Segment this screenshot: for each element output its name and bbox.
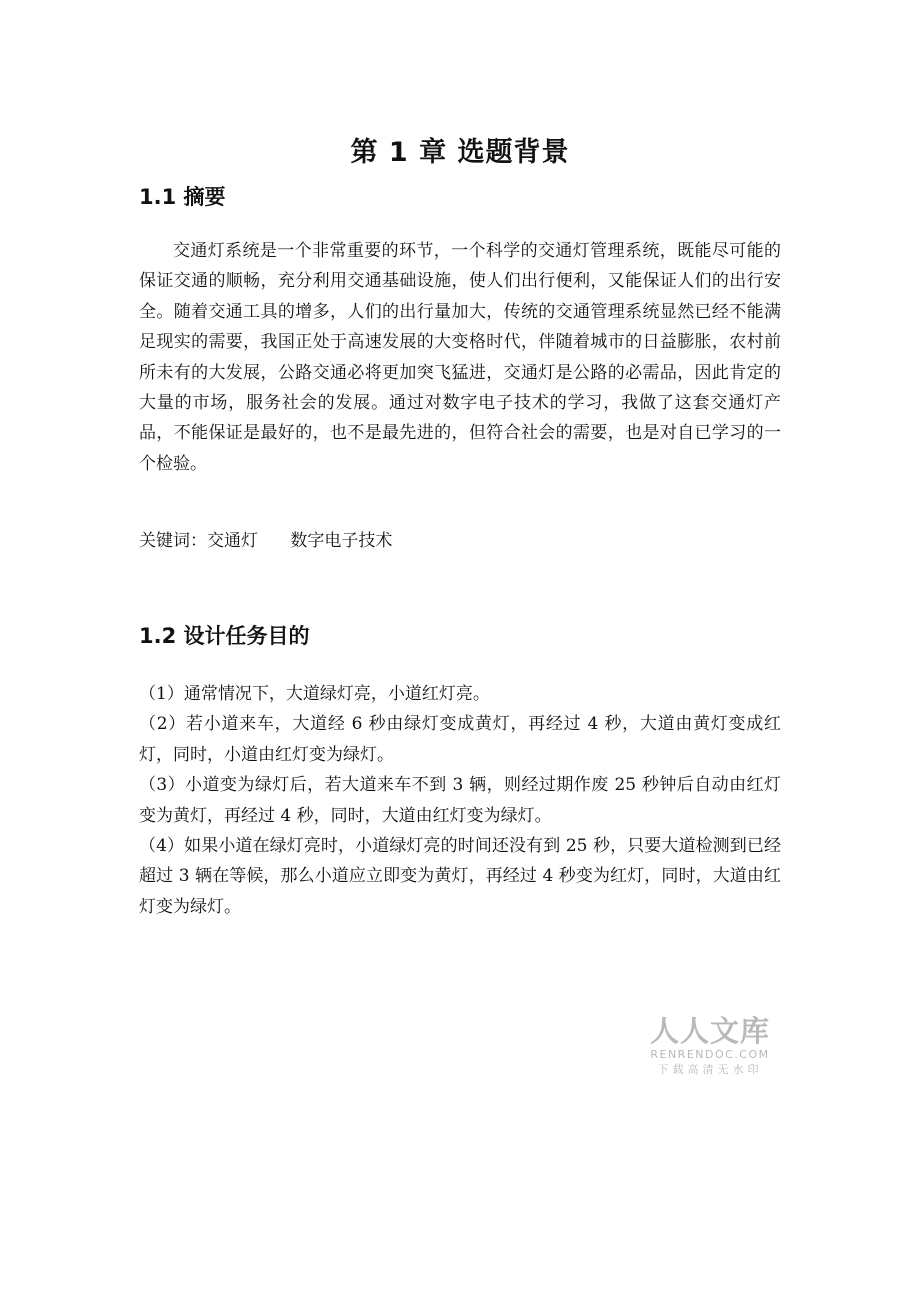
abstract-heading: 1.1 摘要 [139, 185, 226, 209]
watermark-domain: RENRENDOC.COM [650, 1048, 770, 1061]
watermark-logo [645, 1014, 775, 1078]
task-item-4: （4）如果小道在绿灯亮时，小道绿灯亮的时间还没有到 25 秒，只要大道检测到已经超过 3 辆在等候，那么小道应立即变为黄灯，再经过 4 秒变为红灯，同时，大道由红灯变为绿灯。 [139, 836, 781, 917]
watermark-brand: 人人文库 [649, 1014, 770, 1048]
keywords-line: 关键词：交通灯 数字电子技术 [139, 531, 393, 551]
chapter-title: 第 1 章 选题背景 [350, 137, 570, 168]
task-item-3: （3）小道变为绿灯后，若大道来车不到 3 辆，则经过期作废 25 秒钟后自动由红灯变为黄灯，再经过 4 秒，同时，大道由红灯变为绿灯。 [139, 775, 781, 826]
task-list [139, 679, 781, 922]
watermark-tagline: 下载高清无水印 [657, 1063, 763, 1076]
abstract-paragraph: 交通灯系统是一个非常重要的环节，一个科学的交通灯管理系统，既能尽可能的保证交通的顺畅，充分利用交通基础设施，使人们出行便利，又能保证人们的出行安全。随着交通工具的增多，人们的出行量加大，传统的交通管理系统显然已经不能满足现实的需要，我国正处于高速发展的大变格时代，伴随着城市的日益膨胀，农村前所未有的大发展，公路交通必将更加突飞猛进，交通灯是公路的必需品，因此肯定的大量的市场，服务社会的发展。通过对数字电子技术的学习，我做了这套交通灯产品，不能保证是最好的，也不是最先进的，但符合社会的需要，也是对自已学习的一个检验。 [139, 241, 781, 474]
task-heading: 1.2 设计任务目的 [139, 624, 310, 648]
task-item-2: （2）若小道来车，大道经 6 秒由绿灯变成黄灯，再经过 4 秒，大道由黄灯变成红灯，同时，小道由红灯变为绿灯。 [139, 714, 781, 765]
task-item-1: （1）通常情况下，大道绿灯亮，小道红灯亮。 [139, 684, 490, 704]
